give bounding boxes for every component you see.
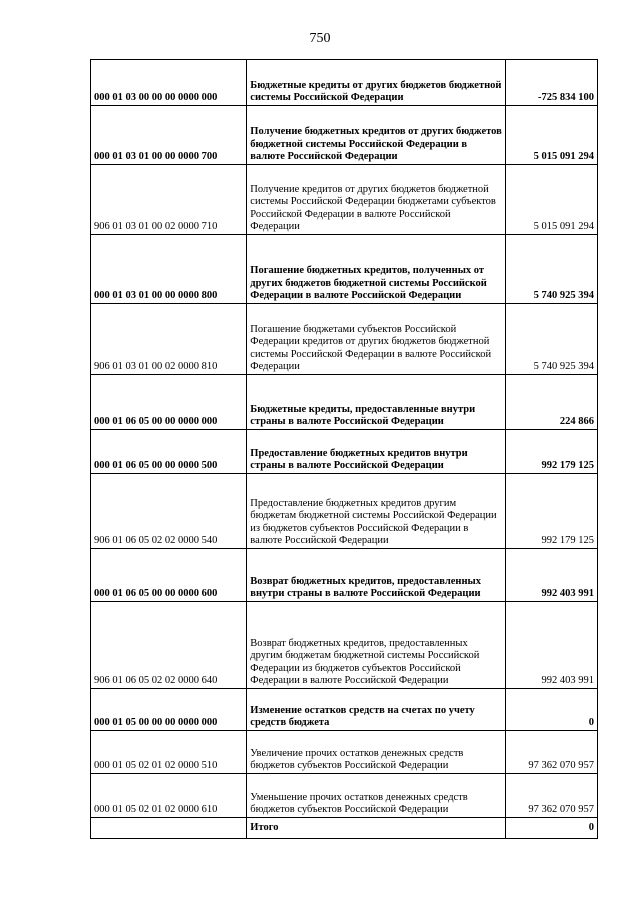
table-body bbox=[91, 60, 598, 839]
table-row bbox=[91, 235, 598, 304]
name-cell: Изменение остатков средств на счетах по учету средств бюджета bbox=[247, 689, 506, 731]
name-cell: Бюджетные кредиты, предоставленные внутри страны в валюте Российской Федерации bbox=[247, 375, 506, 430]
name-cell: Бюджетные кредиты от других бюджетов бюджетной системы Российской Федерации bbox=[247, 60, 506, 106]
table-row bbox=[91, 602, 598, 689]
table-row bbox=[91, 774, 598, 818]
name-cell: Предоставление бюджетных кредитов другим бюджетам бюджетной системы Российской Федерации из бюджетов субъектов Российской Федерации в валюте Российской Федерации bbox=[247, 474, 506, 549]
name-cell: Погашение бюджетных кредитов, полученных от других бюджетов бюджетной системы Российской Федерации в валюте Российской Федерации bbox=[247, 235, 506, 304]
code-cell: 000 01 06 05 00 00 0000 600 bbox=[91, 549, 247, 602]
code-cell: 000 01 03 00 00 00 0000 000 bbox=[91, 60, 247, 106]
code-cell bbox=[91, 818, 247, 839]
amount-cell: 992 403 991 bbox=[505, 602, 597, 689]
name-cell: Возврат бюджетных кредитов, предоставленных другим бюджетам бюджетной системы Российской Федерации из бюджетов субъектов Российской Федерации в валюте Российской Федерации bbox=[247, 602, 506, 689]
amount-cell: 5 740 925 394 bbox=[505, 235, 597, 304]
name-cell: Увеличение прочих остатков денежных средств бюджетов субъектов Российской Федерации bbox=[247, 731, 506, 774]
amount-cell: 992 179 125 bbox=[505, 430, 597, 474]
amount-cell: 97 362 070 957 bbox=[505, 731, 597, 774]
table-row bbox=[91, 549, 598, 602]
total-amount-cell: 0 bbox=[505, 818, 597, 839]
amount-cell: 5 015 091 294 bbox=[505, 106, 597, 165]
code-cell: 000 01 03 01 00 00 0000 800 bbox=[91, 235, 247, 304]
code-cell: 000 01 05 02 01 02 0000 610 bbox=[91, 774, 247, 818]
table-row-total bbox=[91, 818, 598, 839]
table-row bbox=[91, 375, 598, 430]
name-cell: Получение бюджетных кредитов от других бюджетов бюджетной системы Российской Федерации в валюте Российской Федерации bbox=[247, 106, 506, 165]
table-row bbox=[91, 474, 598, 549]
amount-cell: 5 740 925 394 bbox=[505, 304, 597, 375]
amount-cell: -725 834 100 bbox=[505, 60, 597, 106]
page-number: 750 bbox=[309, 31, 331, 46]
code-cell: 906 01 03 01 00 02 0000 810 bbox=[91, 304, 247, 375]
code-cell: 000 01 05 02 01 02 0000 510 bbox=[91, 731, 247, 774]
code-cell: 906 01 06 05 02 02 0000 540 bbox=[91, 474, 247, 549]
code-cell: 906 01 06 05 02 02 0000 640 bbox=[91, 602, 247, 689]
amount-cell: 224 866 bbox=[505, 375, 597, 430]
code-cell: 000 01 03 01 00 00 0000 700 bbox=[91, 106, 247, 165]
name-cell: Получение кредитов от других бюджетов бюджетной системы Российской Федерации бюджетами субъектов Российской Федерации в валюте Российской Федерации bbox=[247, 165, 506, 235]
table-row bbox=[91, 165, 598, 235]
table-row bbox=[91, 106, 598, 165]
total-label-cell: Итого bbox=[247, 818, 506, 839]
table-row bbox=[91, 689, 598, 731]
table-row bbox=[91, 430, 598, 474]
amount-cell: 992 403 991 bbox=[505, 549, 597, 602]
name-cell: Погашение бюджетами субъектов Российской Федерации кредитов от других бюджетов бюджетной системы Российской Федерации в валюте Российской Федерации bbox=[247, 304, 506, 375]
amount-cell: 0 bbox=[505, 689, 597, 731]
budget-sources-table bbox=[90, 59, 598, 839]
code-cell: 000 01 06 05 00 00 0000 500 bbox=[91, 430, 247, 474]
table-row bbox=[91, 304, 598, 375]
table-row bbox=[91, 731, 598, 774]
name-cell: Уменьшение прочих остатков денежных средств бюджетов субъектов Российской Федерации bbox=[247, 774, 506, 818]
code-cell: 000 01 06 05 00 00 0000 000 bbox=[91, 375, 247, 430]
name-cell: Предоставление бюджетных кредитов внутри страны в валюте Российской Федерации bbox=[247, 430, 506, 474]
code-cell: 000 01 05 00 00 00 0000 000 bbox=[91, 689, 247, 731]
amount-cell: 992 179 125 bbox=[505, 474, 597, 549]
name-cell: Возврат бюджетных кредитов, предоставленных внутри страны в валюте Российской Федерации bbox=[247, 549, 506, 602]
code-cell: 906 01 03 01 00 02 0000 710 bbox=[91, 165, 247, 235]
amount-cell: 5 015 091 294 bbox=[505, 165, 597, 235]
table-row bbox=[91, 60, 598, 106]
amount-cell: 97 362 070 957 bbox=[505, 774, 597, 818]
